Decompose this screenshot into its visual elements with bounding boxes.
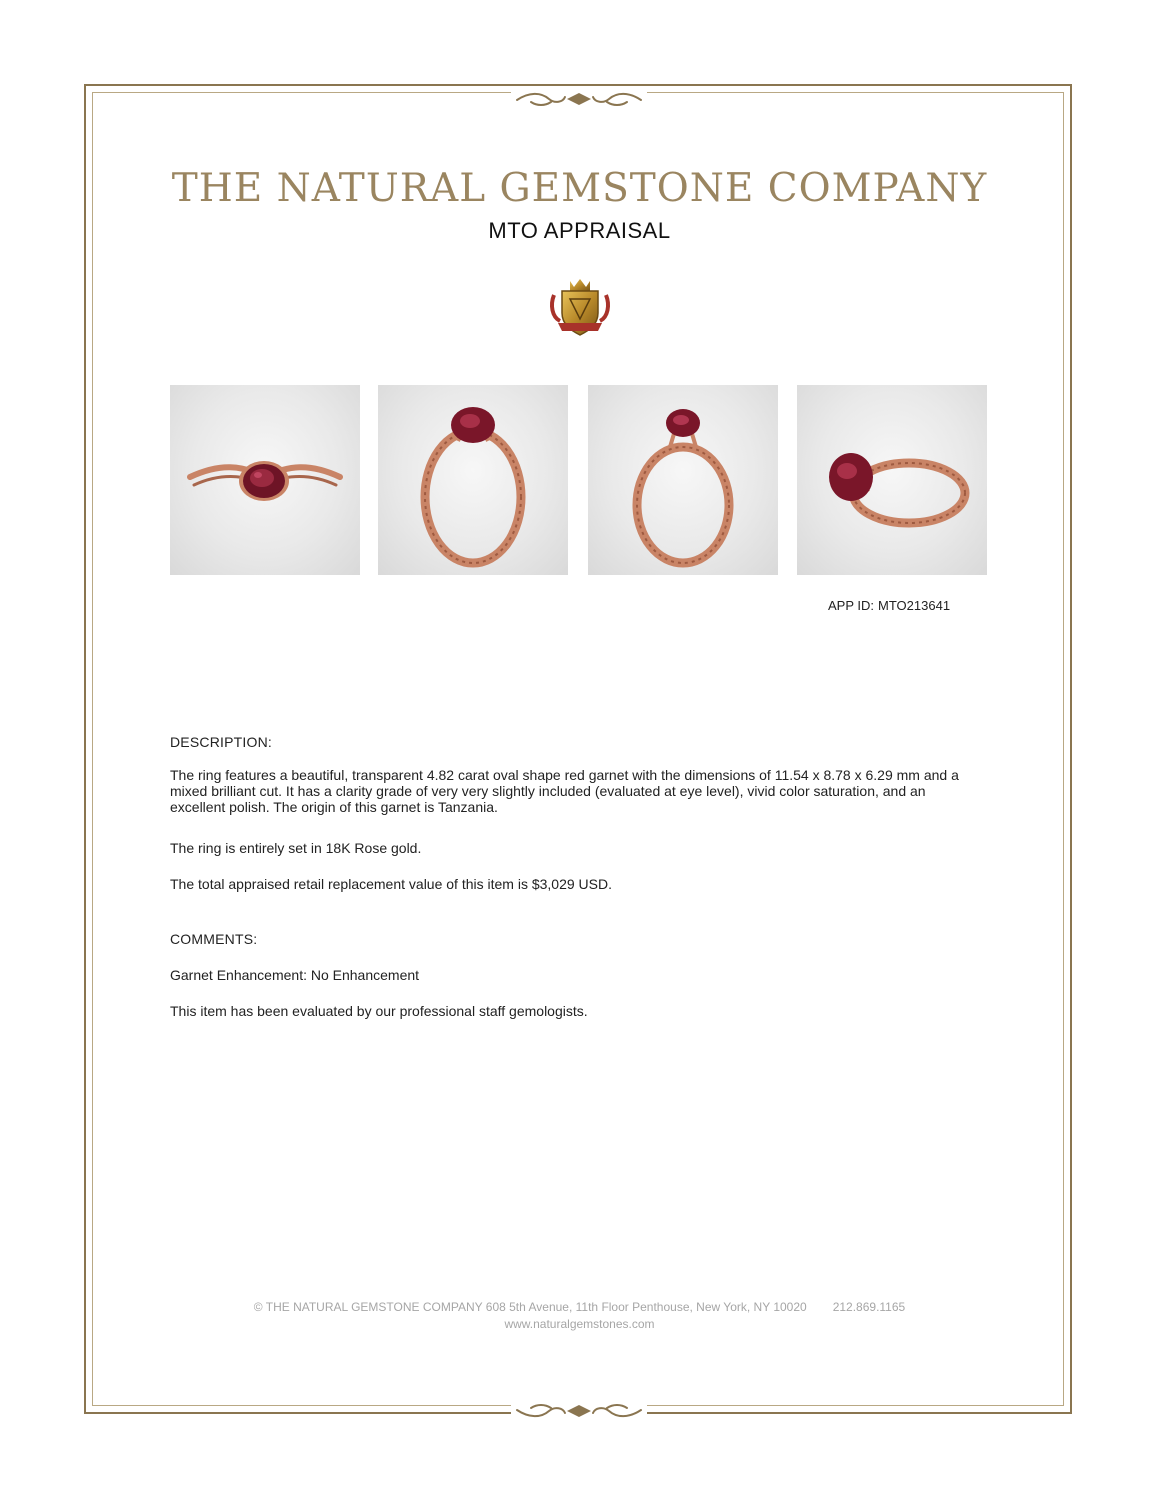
comments-paragraph: This item has been evaluated by our professional staff gemologists. <box>170 1003 588 1019</box>
comments-label: COMMENTS: <box>170 931 258 947</box>
product-photos <box>170 385 990 575</box>
top-ornament-icon <box>511 88 647 110</box>
footer-address: 608 5th Avenue, 11th Floor Penthouse, New York, NY 10020 <box>485 1300 807 1314</box>
ring-front-view-photo <box>588 385 778 575</box>
ring-side-view-photo <box>797 385 987 575</box>
description-paragraph: The ring is entirely set in 18K Rose gold. <box>170 840 422 856</box>
crest-icon <box>548 275 612 341</box>
description-paragraph: The ring features a beautiful, transparent 4.82 carat oval shape red garnet with the dimensions of 11.54 x 8.78 x 6.29 mm and a mixed brilliant cut. It has a clarity grade of very very slightly included (evaluated at eye level), vivid color saturation, and an excellent polish. The origin of this garnet is Tanzania. <box>170 767 959 815</box>
footer-contact <box>0 1300 1159 1314</box>
description-paragraph: The total appraised retail replacement value of this item is $3,029 USD. <box>170 876 613 892</box>
footer-website[interactable]: www.naturalgemstones.com <box>504 1317 655 1331</box>
ring-top-view-photo <box>170 385 360 575</box>
company-title: THE NATURAL GEMSTONE COMPANY <box>171 166 988 211</box>
app-id-label: APP ID: <box>828 598 875 613</box>
ring-angled-view-photo <box>378 385 568 575</box>
document-type: MTO APPRAISAL <box>488 218 671 243</box>
bottom-ornament-icon <box>511 1400 647 1422</box>
comments-paragraph: Garnet Enhancement: No Enhancement <box>170 967 420 983</box>
app-id <box>828 598 950 613</box>
description-label: DESCRIPTION: <box>170 734 272 750</box>
footer-phone: 212.869.1165 <box>832 1300 906 1314</box>
footer-copyright: © THE NATURAL GEMSTONE COMPANY <box>253 1300 483 1314</box>
app-id-value: MTO213641 <box>878 598 951 613</box>
